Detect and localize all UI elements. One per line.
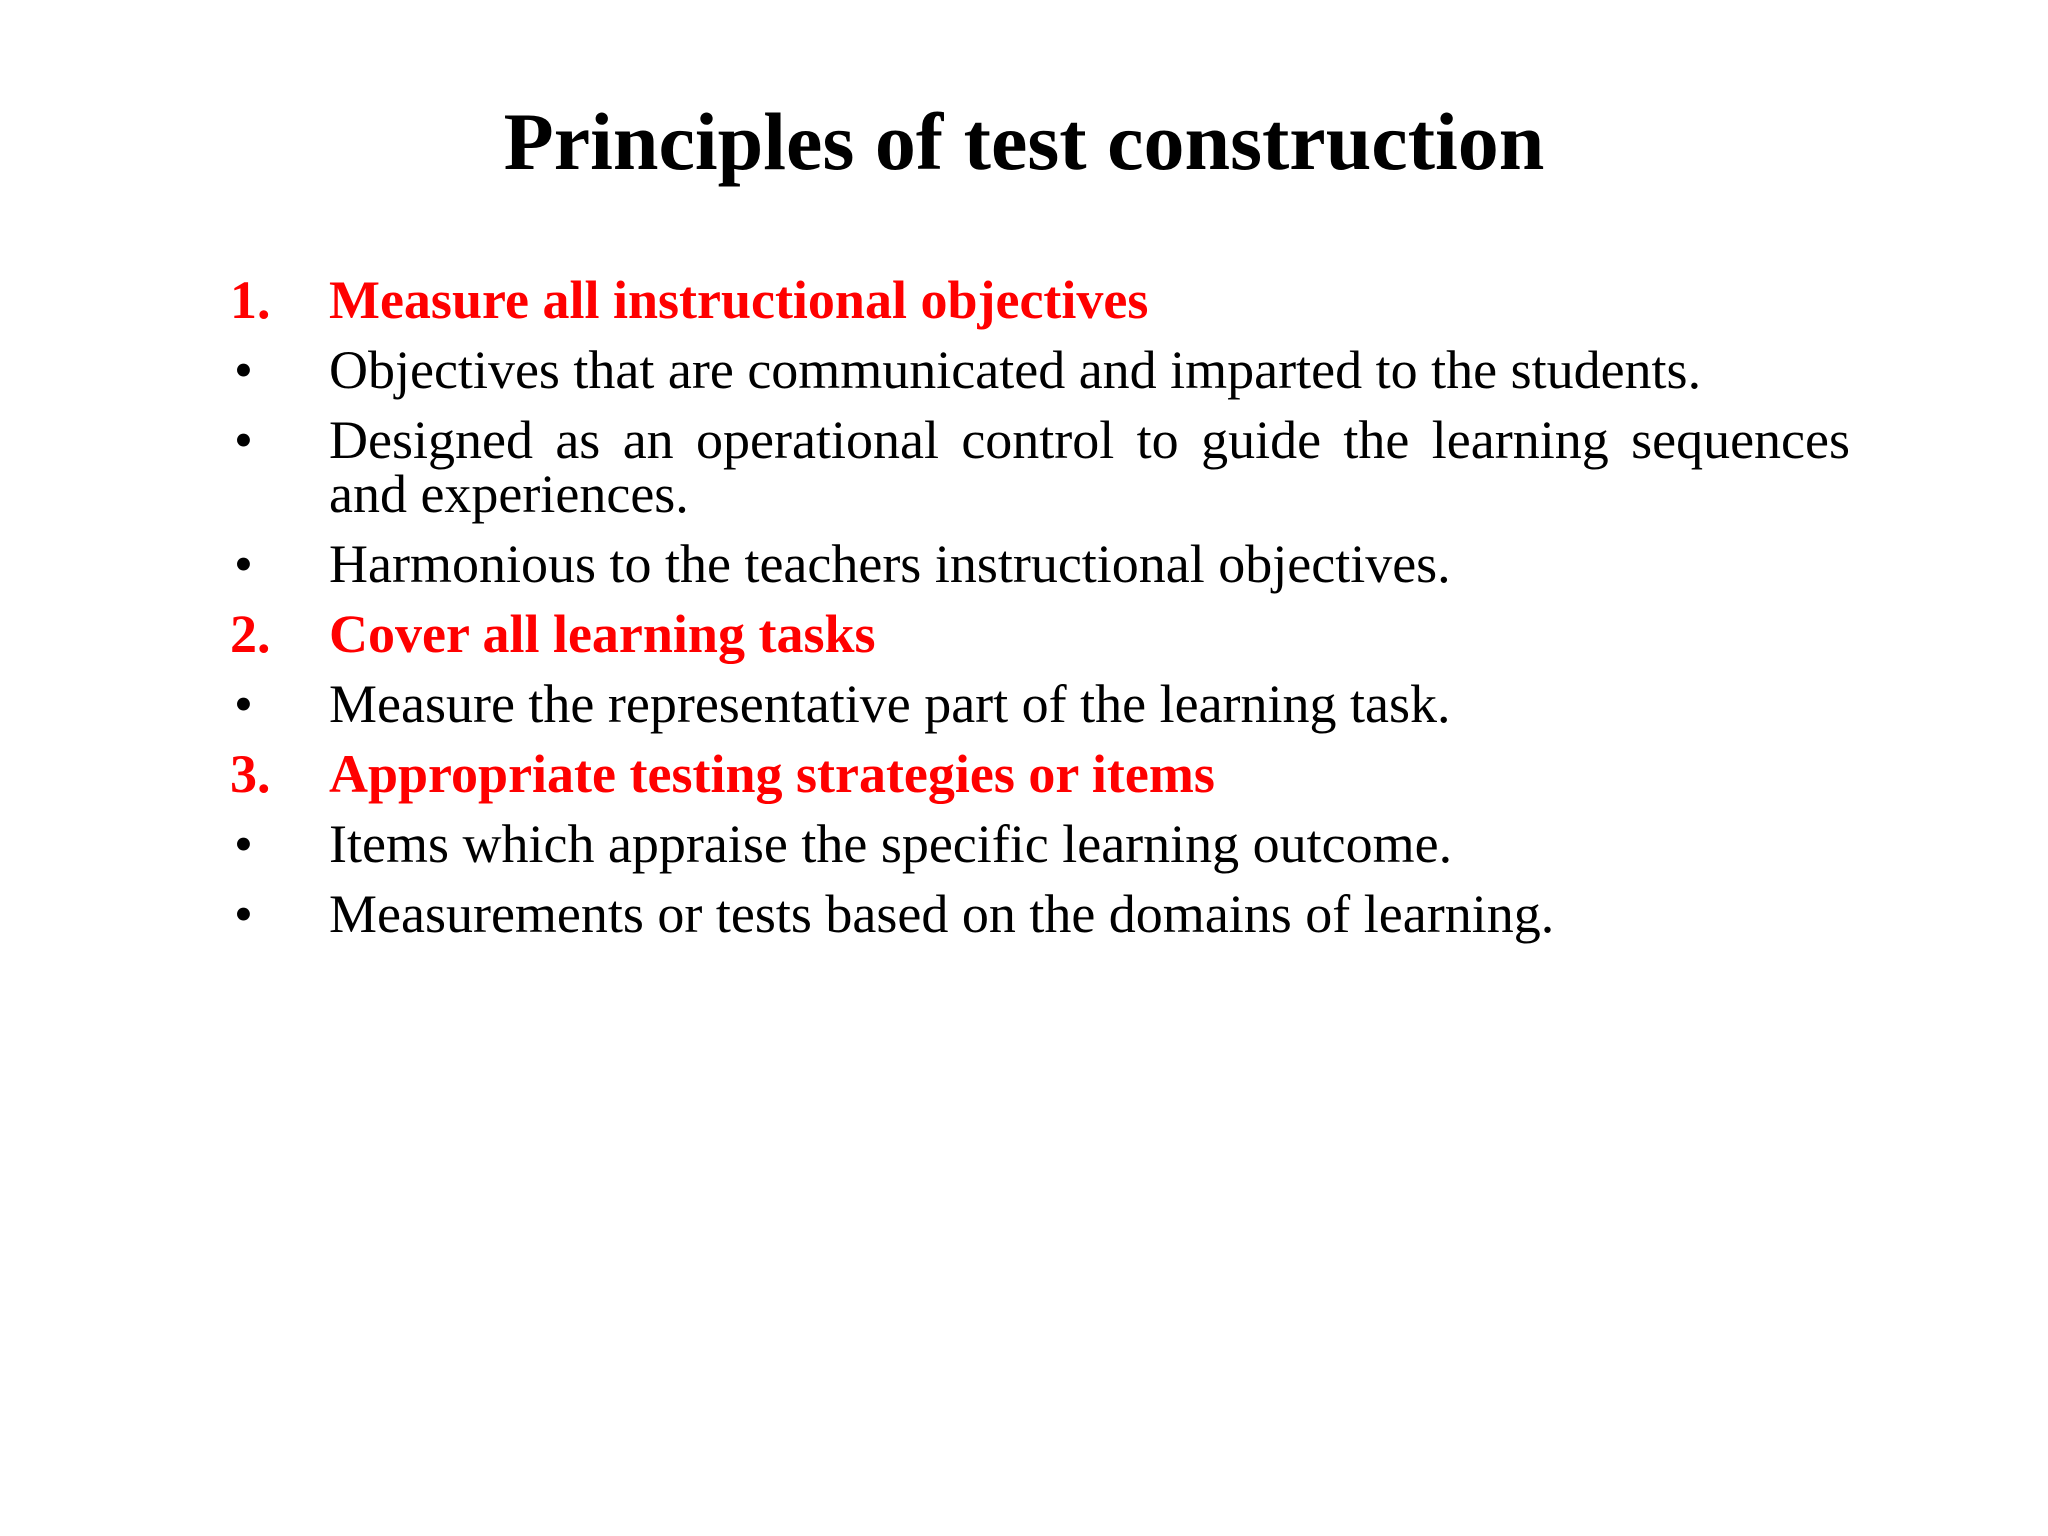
bullet-text: Measure the representative part of the learning task. xyxy=(329,674,1451,734)
bullet-text: Items which appraise the specific learning outcome. xyxy=(329,814,1453,874)
bullet-item xyxy=(230,410,1850,524)
bullet-icon: • xyxy=(234,340,253,400)
bullet-item xyxy=(230,340,1850,400)
heading-text: Appropriate testing strategies or items xyxy=(329,744,1215,804)
bullet-item xyxy=(230,884,1850,944)
bullet-icon: • xyxy=(234,814,253,874)
slide-content xyxy=(230,270,1850,944)
bullet-text: Designed as an operational control to guide the learning sequences and experiences. xyxy=(329,410,1850,524)
heading-text: Measure all instructional objectives xyxy=(329,270,1149,330)
bullet-icon: • xyxy=(234,410,253,470)
bullet-item xyxy=(230,534,1850,594)
bullet-text: Objectives that are communicated and imparted to the students. xyxy=(329,340,1702,400)
bullet-item xyxy=(230,814,1850,874)
bullet-icon: • xyxy=(234,884,253,944)
heading-item-3 xyxy=(230,744,1850,804)
list-number: 3. xyxy=(230,744,271,804)
heading-item-1 xyxy=(230,270,1850,330)
bullet-text: Measurements or tests based on the domains of learning. xyxy=(329,884,1555,944)
bullet-icon: • xyxy=(234,674,253,734)
bullet-icon: • xyxy=(234,534,253,594)
bullet-text: Harmonious to the teachers instructional objectives. xyxy=(329,534,1451,594)
slide-title: Principles of test construction xyxy=(503,96,1545,187)
heading-text: Cover all learning tasks xyxy=(329,604,876,664)
bullet-item xyxy=(230,674,1850,734)
list-number: 1. xyxy=(230,270,271,330)
list-number: 2. xyxy=(230,604,271,664)
heading-item-2 xyxy=(230,604,1850,664)
